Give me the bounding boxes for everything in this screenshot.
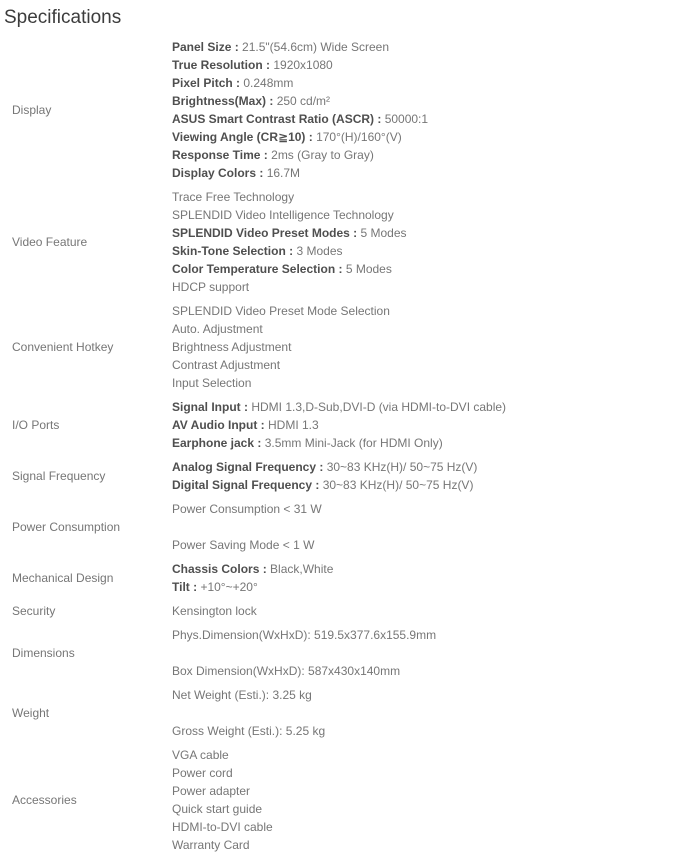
spec-line: [172, 818, 700, 836]
spec-line: [172, 782, 700, 800]
spec-line-key: Response Time :: [172, 148, 272, 162]
spec-category-label: Security: [12, 604, 56, 618]
spec-line-key: Analog Signal Frequency :: [172, 460, 327, 474]
spec-line-text: Black,White: [270, 562, 334, 576]
spec-line-key: AV Audio Input :: [172, 418, 268, 432]
spec-line: [172, 578, 700, 596]
spec-category-label: Power Consumption: [12, 520, 121, 534]
spec-line-key: Color Temperature Selection :: [172, 262, 346, 276]
page-title: Specifications: [4, 7, 122, 28]
spec-line: [172, 56, 700, 74]
spec-line-text: VGA cable: [172, 748, 229, 762]
spec-category-label: Mechanical Design: [12, 571, 114, 585]
spec-line: [172, 128, 700, 146]
spec-line: [172, 398, 700, 416]
spec-category-label: Dimensions: [12, 646, 75, 660]
spec-line-key: Chassis Colors :: [172, 562, 271, 576]
spec-line-key: Display Colors :: [172, 166, 267, 180]
spec-line: [172, 536, 700, 554]
spec-value-cell: [172, 497, 700, 557]
spec-line-text: HDMI-to-DVI cable: [172, 820, 273, 834]
spec-value-cell: [172, 683, 700, 743]
spec-line-text: Brightness Adjustment: [172, 340, 292, 354]
spec-line: [172, 500, 700, 518]
spec-line-text: 21.5"(54.6cm) Wide Screen: [242, 40, 390, 54]
spec-line: [172, 458, 700, 476]
spec-row: [0, 299, 700, 395]
spec-line-text: 0.248mm: [243, 76, 294, 90]
spec-line-text: Box Dimension(WxHxD): 587x430x140mm: [172, 664, 401, 678]
spec-line-text: +10°~+20°: [200, 580, 258, 594]
spec-line: [172, 722, 700, 740]
spec-line: [172, 764, 700, 782]
spec-line-text: Trace Free Technology: [172, 190, 295, 204]
spec-value-cell: [172, 455, 700, 497]
spec-line-text: 3 Modes: [296, 244, 343, 258]
spec-line-text: HDCP support: [172, 280, 250, 294]
spec-category-label: I/O Ports: [12, 418, 60, 432]
spec-line: [172, 746, 700, 764]
spec-row: [0, 395, 700, 455]
spec-line-key: Earphone jack :: [172, 436, 265, 450]
spec-line: [172, 92, 700, 110]
spec-line: [172, 338, 700, 356]
spec-line-key: Pixel Pitch :: [172, 76, 244, 90]
spec-line: [172, 320, 700, 338]
spec-line: [172, 146, 700, 164]
spec-row: [0, 35, 700, 185]
spec-value-cell: [172, 299, 700, 395]
spec-line-text: 30~83 KHz(H)/ 50~75 Hz(V): [322, 478, 474, 492]
spec-line-text: Kensington lock: [172, 604, 257, 618]
spec-line-text: Gross Weight (Esti.): 5.25 kg: [172, 724, 326, 738]
spec-line: [172, 206, 700, 224]
spec-value-cell: [172, 35, 700, 185]
spec-value-cell: [172, 557, 700, 599]
spec-line-spacer: [172, 518, 700, 536]
spec-category-label: Weight: [12, 706, 50, 720]
spec-value-cell: [172, 623, 700, 683]
spec-line: [172, 260, 700, 278]
spec-line: [172, 602, 700, 620]
spec-line: [172, 374, 700, 392]
spec-line-key: Brightness(Max) :: [172, 94, 277, 108]
spec-row: [0, 599, 700, 623]
spec-line-text: 170°(H)/160°(V): [316, 130, 402, 144]
spec-line-text: Auto. Adjustment: [172, 322, 263, 336]
spec-category-label: Signal Frequency: [12, 469, 106, 483]
specifications-table: [0, 35, 700, 857]
spec-line: [172, 356, 700, 374]
spec-value-cell: [172, 395, 700, 455]
spec-line: [172, 164, 700, 182]
spec-row: [0, 497, 700, 557]
spec-row: [0, 557, 700, 599]
spec-row: [0, 743, 700, 857]
spec-line-key: Digital Signal Frequency :: [172, 478, 323, 492]
spec-line-text: Contrast Adjustment: [172, 358, 281, 372]
spec-line: [172, 224, 700, 242]
spec-line-text: Power Saving Mode < 1 W: [172, 538, 315, 552]
spec-line: [172, 686, 700, 704]
spec-row: [0, 683, 700, 743]
spec-line-spacer: [172, 644, 700, 662]
spec-line-key: Panel Size :: [172, 40, 243, 54]
spec-line-text: SPLENDID Video Preset Mode Selection: [172, 304, 390, 318]
spec-line-text: 250 cd/m²: [276, 94, 331, 108]
spec-line: [172, 836, 700, 854]
spec-row: [0, 185, 700, 299]
spec-line: [172, 242, 700, 260]
spec-line: [172, 188, 700, 206]
spec-line-text: HDMI 1.3,D-Sub,DVI-D (via HDMI-to-DVI cable): [251, 400, 507, 414]
spec-line-text: Phys.Dimension(WxHxD): 519.5x377.6x155.9mm: [172, 628, 437, 642]
spec-line-key: Viewing Angle (CR≧10) :: [172, 130, 317, 144]
spec-line-text: Quick start guide: [172, 802, 263, 816]
spec-line: [172, 626, 700, 644]
spec-line-text: Warranty Card: [172, 838, 250, 852]
spec-line-text: 16.7M: [266, 166, 301, 180]
spec-line: [172, 560, 700, 578]
spec-line-key: Signal Input :: [172, 400, 252, 414]
spec-line-key: SPLENDID Video Preset Modes :: [172, 226, 361, 240]
spec-line-text: 30~83 KHz(H)/ 50~75 Hz(V): [326, 460, 478, 474]
spec-line: [172, 278, 700, 296]
spec-category-label: Display: [12, 103, 52, 117]
spec-line-text: HDMI 1.3: [267, 418, 319, 432]
spec-line: [172, 38, 700, 56]
spec-line-text: SPLENDID Video Intelligence Technology: [172, 208, 394, 222]
spec-category-label: Convenient Hotkey: [12, 340, 114, 354]
spec-line: [172, 434, 700, 452]
spec-line: [172, 110, 700, 128]
spec-line-key: Skin-Tone Selection :: [172, 244, 297, 258]
spec-category-label: Video Feature: [12, 235, 88, 249]
spec-line-text: 1920x1080: [273, 58, 333, 72]
spec-line-text: Power Consumption < 31 W: [172, 502, 322, 516]
spec-row: [0, 455, 700, 497]
spec-line-text: 2ms (Gray to Gray): [271, 148, 374, 162]
spec-row: [0, 623, 700, 683]
spec-line: [172, 302, 700, 320]
spec-line-spacer: [172, 704, 700, 722]
spec-line-key: ASUS Smart Contrast Ratio (ASCR) :: [172, 112, 385, 126]
spec-line: [172, 476, 700, 494]
spec-line-text: Input Selection: [172, 376, 252, 390]
spec-line-text: Power cord: [172, 766, 233, 780]
spec-value-cell: [172, 743, 700, 857]
spec-line-text: Net Weight (Esti.): 3.25 kg: [172, 688, 312, 702]
spec-category-label: Accessories: [12, 793, 77, 807]
spec-line: [172, 662, 700, 680]
spec-line-text: 5 Modes: [345, 262, 392, 276]
spec-value-cell: [172, 599, 700, 623]
spec-line: [172, 416, 700, 434]
spec-line-key: Tilt :: [172, 580, 201, 594]
spec-table-body: [0, 35, 700, 857]
spec-line-text: 50000:1: [384, 112, 429, 126]
spec-line-text: 3.5mm Mini-Jack (for HDMI Only): [264, 436, 443, 450]
spec-value-cell: [172, 185, 700, 299]
spec-line-text: 5 Modes: [360, 226, 407, 240]
spec-line: [172, 800, 700, 818]
spec-line: [172, 74, 700, 92]
spec-line-text: Power adapter: [172, 784, 251, 798]
spec-line-key: True Resolution :: [172, 58, 274, 72]
